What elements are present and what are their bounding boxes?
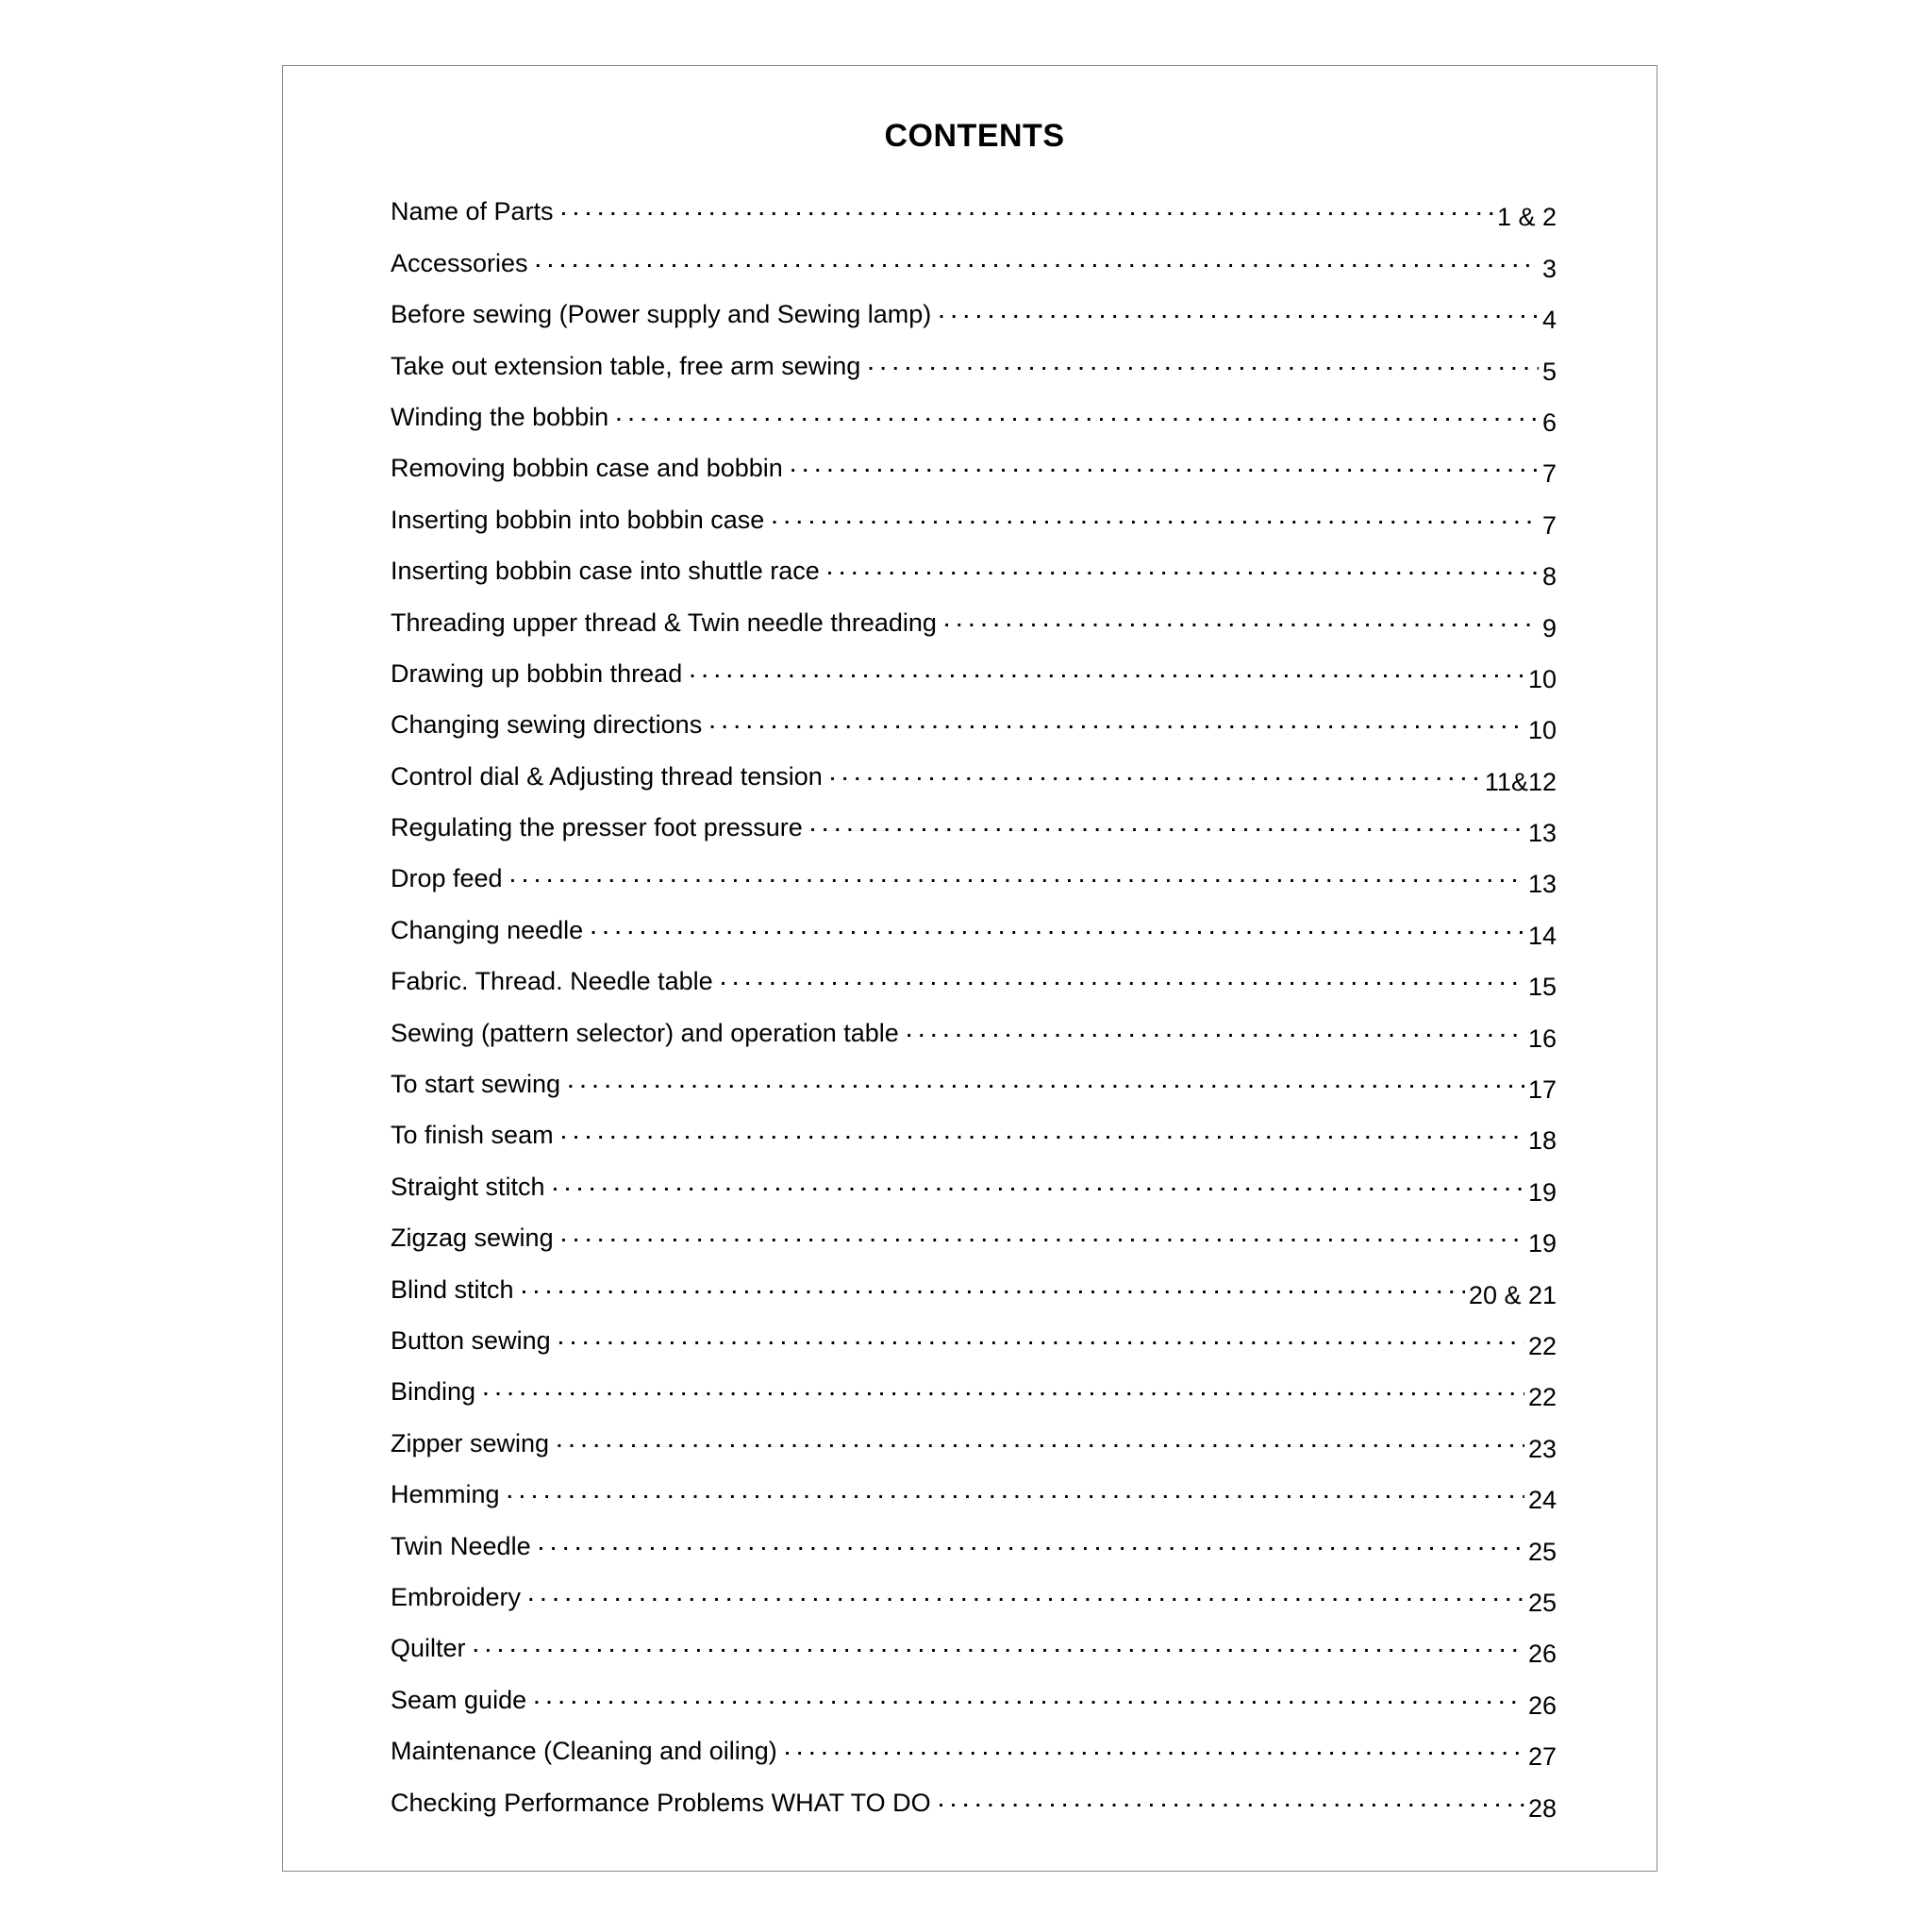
dot-leader <box>561 1123 1524 1148</box>
dot-leader <box>474 1636 1524 1661</box>
toc-entry-label: Sewing (pattern selector) and operation table <box>391 1021 907 1046</box>
toc-entry <box>391 1251 1557 1309</box>
table-of-contents <box>391 174 1557 1823</box>
toc-entry-label: Inserting bobbin case into shuttle race <box>391 558 827 584</box>
toc-entry-label: Straight stitch <box>391 1174 553 1200</box>
toc-entry-page-number: 9 <box>1539 616 1557 641</box>
toc-entry <box>391 174 1557 232</box>
toc-entry <box>391 225 1557 283</box>
toc-entry <box>391 327 1557 386</box>
toc-entry-label: Changing sewing directions <box>391 712 709 738</box>
dot-leader <box>528 1585 1524 1610</box>
toc-entry-label: Changing needle <box>391 918 591 943</box>
toc-entry-page-number: 25 <box>1524 1540 1557 1565</box>
toc-entry-page-number: 18 <box>1524 1128 1557 1154</box>
dot-leader <box>709 712 1524 738</box>
toc-entry-page-number: 7 <box>1539 461 1557 487</box>
dot-leader <box>772 508 1539 533</box>
toc-entry-label: Threading upper thread & Twin needle threading <box>391 610 944 636</box>
toc-entry <box>391 430 1557 489</box>
dot-leader <box>721 969 1524 994</box>
toc-entry <box>391 687 1557 745</box>
dot-leader <box>561 1225 1524 1251</box>
toc-entry-label: To start sewing <box>391 1072 568 1097</box>
toc-entry-page-number: 4 <box>1539 308 1557 333</box>
dot-leader <box>557 1431 1524 1457</box>
toc-entry-label: Hemming <box>391 1482 508 1507</box>
toc-entry <box>391 738 1557 796</box>
toc-entry-label: Button sewing <box>391 1328 558 1354</box>
toc-entry <box>391 1200 1557 1258</box>
toc-entry <box>391 1507 1557 1566</box>
toc-entry-page-number: 16 <box>1524 1026 1557 1052</box>
toc-entry-label: Zigzag sewing <box>391 1225 561 1251</box>
toc-entry <box>391 891 1557 950</box>
toc-entry-page-number: 10 <box>1524 667 1557 692</box>
dot-leader <box>810 815 1524 841</box>
toc-entry-page-number: 26 <box>1524 1693 1557 1719</box>
toc-entry-label: Maintenance (Cleaning and oiling) <box>391 1739 785 1764</box>
toc-entry <box>391 790 1557 848</box>
toc-entry-page-number: 23 <box>1524 1437 1557 1462</box>
toc-entry-label: Checking Performance Problems WHAT TO DO <box>391 1790 939 1816</box>
toc-entry <box>391 1559 1557 1617</box>
dot-leader <box>539 1534 1524 1559</box>
toc-entry-page-number: 25 <box>1524 1591 1557 1616</box>
toc-entry-label: Binding <box>391 1379 483 1405</box>
toc-entry-label: Regulating the presser foot pressure <box>391 815 810 841</box>
toc-entry <box>391 1457 1557 1515</box>
toc-entry <box>391 1097 1557 1156</box>
toc-entry-page-number: 10 <box>1524 718 1557 743</box>
toc-entry-label: Zipper sewing <box>391 1431 557 1457</box>
dot-leader <box>522 1277 1465 1303</box>
dot-leader <box>483 1379 1524 1405</box>
dot-leader <box>827 558 1539 584</box>
toc-entry <box>391 379 1557 437</box>
dot-leader <box>558 1328 1524 1354</box>
dot-leader <box>510 866 1524 891</box>
toc-entry-label: Inserting bobbin into bobbin case <box>391 508 772 533</box>
toc-entry-label: Name of Parts <box>391 199 561 225</box>
toc-entry-page-number: 28 <box>1524 1796 1557 1822</box>
toc-entry-page-number: 19 <box>1524 1180 1557 1206</box>
toc-entry-label: Embroidery <box>391 1585 528 1610</box>
dot-leader <box>534 1688 1524 1713</box>
dot-leader <box>690 661 1524 687</box>
toc-entry-page-number: 7 <box>1539 513 1557 539</box>
toc-entry-page-number: 17 <box>1524 1077 1557 1103</box>
toc-entry <box>391 1046 1557 1105</box>
dot-leader <box>508 1482 1524 1507</box>
toc-entry <box>391 584 1557 642</box>
toc-entry <box>391 994 1557 1053</box>
toc-entry-page-number: 14 <box>1524 924 1557 949</box>
toc-entry-label: Accessories <box>391 251 536 276</box>
toc-entry-page-number: 24 <box>1524 1488 1557 1513</box>
toc-entry-page-number: 1 & 2 <box>1493 205 1557 230</box>
toc-entry-page-number: 20 & 21 <box>1465 1283 1557 1308</box>
toc-entry-label: Blind stitch <box>391 1277 522 1303</box>
dot-leader <box>939 302 1539 327</box>
dot-leader <box>791 456 1539 481</box>
toc-entry <box>391 276 1557 335</box>
toc-entry-label: Quilter <box>391 1636 474 1661</box>
toc-entry <box>391 1713 1557 1772</box>
toc-entry-label: Before sewing (Power supply and Sewing lamp) <box>391 302 939 327</box>
toc-entry <box>391 943 1557 1002</box>
dot-leader <box>830 764 1481 790</box>
toc-entry-page-number: 11&12 <box>1481 770 1557 795</box>
toc-entry <box>391 1303 1557 1360</box>
toc-entry <box>391 1661 1557 1720</box>
toc-entry-page-number: 3 <box>1539 257 1557 282</box>
dot-leader <box>536 251 1539 276</box>
toc-entry-page-number: 22 <box>1524 1385 1557 1410</box>
toc-entry <box>391 1148 1557 1207</box>
dot-leader <box>944 610 1539 636</box>
toc-entry <box>391 481 1557 540</box>
toc-entry-label: Seam guide <box>391 1688 534 1713</box>
toc-entry <box>391 1610 1557 1669</box>
toc-entry <box>391 1354 1557 1412</box>
toc-entry-page-number: 13 <box>1524 872 1557 897</box>
toc-entry-label: Control dial & Adjusting thread tension <box>391 764 830 790</box>
toc-entry-page-number: 8 <box>1539 564 1557 590</box>
document-page <box>282 65 1657 1872</box>
toc-entry-page-number: 22 <box>1524 1334 1557 1359</box>
toc-entry-page-number: 15 <box>1524 974 1557 1000</box>
toc-entry-label: Drawing up bobbin thread <box>391 661 690 687</box>
toc-entry-page-number: 27 <box>1524 1744 1557 1770</box>
dot-leader <box>553 1174 1524 1200</box>
toc-entry-page-number: 26 <box>1524 1641 1557 1667</box>
dot-leader <box>785 1739 1524 1764</box>
dot-leader <box>939 1790 1524 1816</box>
toc-entry <box>391 841 1557 899</box>
dot-leader <box>616 405 1539 430</box>
dot-leader <box>907 1021 1524 1046</box>
toc-entry-page-number: 6 <box>1539 410 1557 436</box>
toc-entry-label: Twin Needle <box>391 1534 539 1559</box>
toc-entry-label: To finish seam <box>391 1123 561 1148</box>
page-title: CONTENTS <box>884 118 1065 154</box>
toc-entry-label: Winding the bobbin <box>391 405 616 430</box>
toc-entry <box>391 1764 1557 1823</box>
toc-entry-label: Removing bobbin case and bobbin <box>391 456 791 481</box>
toc-entry-label: Fabric. Thread. Needle table <box>391 969 721 994</box>
dot-leader <box>868 354 1539 379</box>
toc-entry-page-number: 5 <box>1539 359 1557 385</box>
dot-leader <box>591 918 1524 943</box>
toc-entry-page-number: 13 <box>1524 821 1557 846</box>
toc-entry <box>391 636 1557 693</box>
dot-leader <box>561 199 1493 225</box>
toc-entry <box>391 1405 1557 1463</box>
toc-entry <box>391 533 1557 591</box>
toc-entry-label: Drop feed <box>391 866 510 891</box>
toc-entry-label: Take out extension table, free arm sewing <box>391 354 868 379</box>
toc-entry-page-number: 19 <box>1524 1231 1557 1257</box>
dot-leader <box>568 1072 1524 1097</box>
